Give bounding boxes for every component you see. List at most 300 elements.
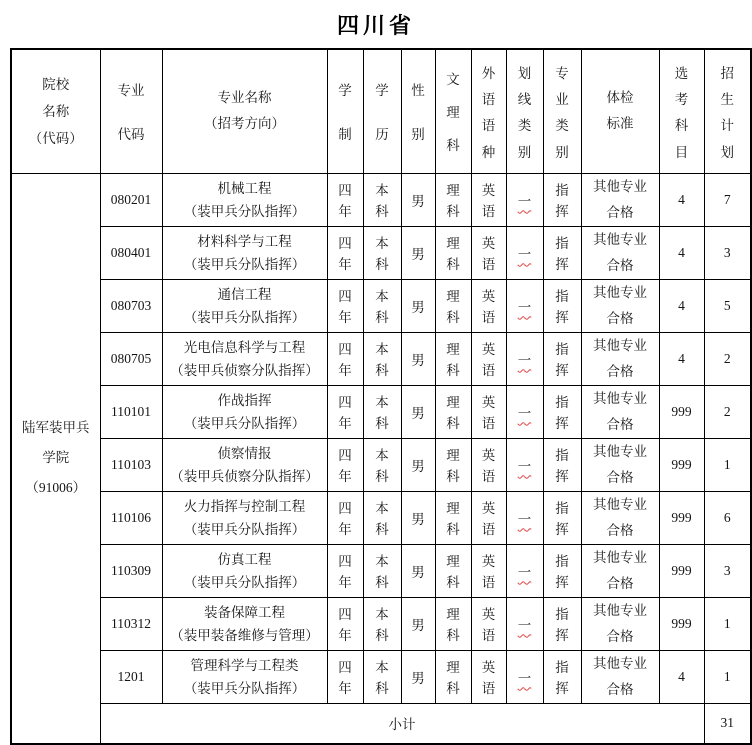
cell-years — [327, 332, 363, 385]
cell-medical-value — [582, 651, 659, 703]
char: 科 — [446, 256, 460, 272]
cell-code: 110103 — [100, 438, 162, 491]
char: 四 — [338, 554, 352, 570]
char: 历 — [375, 127, 389, 143]
cell-line — [506, 650, 543, 703]
char: 指 — [555, 660, 569, 676]
header-subjects-label — [660, 50, 704, 172]
header-institution — [11, 49, 100, 173]
cell-gender: 男 — [401, 385, 435, 438]
char: 英 — [481, 448, 496, 464]
major-name: 机械工程 — [217, 180, 272, 196]
cell-code: 080401 — [100, 226, 162, 279]
major-name-block — [163, 548, 327, 594]
cell-line — [506, 597, 543, 650]
cell-medical — [581, 597, 659, 650]
cell-code: 110101 — [100, 385, 162, 438]
char: 年 — [338, 256, 352, 272]
cell-category-value — [544, 442, 581, 488]
medical-line: 其他专业 — [593, 390, 647, 406]
char: 理 — [446, 501, 460, 517]
major-name: 管理科学与工程类 — [190, 657, 299, 673]
char: 本 — [375, 660, 389, 676]
cell-track — [435, 226, 471, 279]
cell-language — [471, 385, 506, 438]
char: 制 — [338, 127, 352, 143]
char: 英 — [481, 501, 496, 517]
char: 科 — [446, 574, 460, 590]
header-line: 专业 — [117, 83, 145, 99]
cell-plan: 6 — [704, 491, 751, 544]
cell-language — [471, 650, 506, 703]
header-line: 专业名称 — [217, 90, 272, 106]
char: 指 — [555, 554, 569, 570]
cell-language-value — [472, 548, 506, 594]
cell-language — [471, 597, 506, 650]
cell-language — [471, 173, 506, 226]
line-category-value: 一 — [517, 511, 532, 527]
line-category-value: 一 — [517, 564, 532, 580]
cell-language — [471, 438, 506, 491]
char: 本 — [375, 183, 389, 199]
cell-years-value — [328, 389, 363, 435]
header-degree-label — [364, 50, 401, 172]
cell-language-value — [472, 389, 506, 435]
char: 科 — [446, 627, 460, 643]
cell-category — [543, 279, 581, 332]
header-medical — [581, 49, 659, 173]
cell-track-value — [436, 495, 471, 541]
char: 年 — [338, 468, 352, 484]
cell-line — [506, 279, 543, 332]
header-years — [327, 49, 363, 173]
header-gender-label — [402, 50, 435, 172]
cell-subjects: 999 — [659, 491, 704, 544]
cell-category — [543, 438, 581, 491]
char: 学 — [375, 83, 389, 99]
char: 科 — [446, 468, 460, 484]
header-medical-label — [582, 85, 659, 137]
cell-language-value — [472, 336, 506, 382]
cell-track — [435, 438, 471, 491]
cell-subjects: 4 — [659, 650, 704, 703]
cell-language-value — [472, 442, 506, 488]
major-direction: （装甲兵分队指挥） — [183, 521, 306, 537]
medical-line: 合格 — [606, 681, 634, 697]
char: 业 — [555, 92, 569, 108]
char: 本 — [375, 501, 389, 517]
cell-years-value — [328, 283, 363, 329]
char: 四 — [338, 501, 352, 517]
char: 挥 — [555, 362, 569, 378]
cell-years — [327, 544, 363, 597]
medical-line: 合格 — [606, 628, 634, 644]
char: 语 — [481, 256, 496, 272]
char: 语 — [481, 680, 496, 696]
char: 四 — [338, 342, 352, 358]
major-name: 火力指挥与控制工程 — [183, 498, 306, 514]
char: 类 — [555, 118, 569, 134]
major-direction: （装甲兵侦察分队指挥） — [170, 362, 319, 378]
char: 指 — [555, 607, 569, 623]
char: 年 — [338, 415, 352, 431]
cell-medical-value — [582, 598, 659, 650]
header-line-label — [507, 50, 543, 172]
char: 科 — [375, 468, 389, 484]
char: 本 — [375, 342, 389, 358]
header-line: （招考方向） — [204, 116, 285, 132]
cell-track-value — [436, 283, 471, 329]
char: 四 — [338, 236, 352, 252]
char: 线 — [517, 92, 532, 108]
cell-category — [543, 544, 581, 597]
cell-track-value — [436, 548, 471, 594]
header-line — [506, 49, 543, 173]
char: 本 — [375, 448, 389, 464]
table-row — [11, 279, 751, 332]
cell-language — [471, 226, 506, 279]
cell-medical-value — [582, 492, 659, 544]
major-name-block — [163, 601, 327, 647]
header-years-label — [328, 50, 363, 172]
char: 年 — [338, 362, 352, 378]
medical-line: 合格 — [606, 469, 634, 485]
char: 语 — [481, 574, 496, 590]
char: 科 — [375, 680, 389, 696]
cell-track-value — [436, 442, 471, 488]
major-name-block — [163, 389, 327, 435]
char: 种 — [481, 144, 496, 160]
cell-medical — [581, 279, 659, 332]
char: 指 — [555, 289, 569, 305]
cell-medical — [581, 385, 659, 438]
char: 语 — [481, 118, 496, 134]
char: 科 — [674, 118, 689, 134]
cell-language-value — [472, 654, 506, 700]
char: 本 — [375, 607, 389, 623]
char: 英 — [481, 607, 496, 623]
cell-plan: 3 — [704, 544, 751, 597]
cell-category-value — [544, 230, 581, 276]
cell-medical-value — [582, 227, 659, 279]
header-line: 名称 — [42, 103, 70, 119]
char: 英 — [481, 554, 496, 570]
char: 本 — [375, 236, 389, 252]
table-row — [11, 385, 751, 438]
line-category-value: 一 — [517, 670, 532, 686]
char: 理 — [446, 342, 460, 358]
cell-gender: 男 — [401, 279, 435, 332]
char: 外 — [481, 65, 496, 81]
medical-line: 其他专业 — [593, 284, 647, 300]
char: 本 — [375, 289, 389, 305]
cell-gender: 男 — [401, 226, 435, 279]
cell-major — [162, 544, 327, 597]
cell-code: 080201 — [100, 173, 162, 226]
cell-track-value — [436, 336, 471, 382]
cell-plan: 3 — [704, 226, 751, 279]
char: 挥 — [555, 256, 569, 272]
table-row — [11, 332, 751, 385]
cell-line — [506, 173, 543, 226]
cell-degree — [363, 385, 401, 438]
char: 理 — [446, 607, 460, 623]
table-row — [11, 438, 751, 491]
line-category-value: 一 — [517, 352, 532, 368]
cell-years — [327, 650, 363, 703]
char: 科 — [446, 203, 460, 219]
major-name-block — [163, 495, 327, 541]
char: 理 — [446, 105, 460, 121]
cell-degree — [363, 438, 401, 491]
cell-gender: 男 — [401, 597, 435, 650]
cell-degree-value — [364, 601, 401, 647]
cell-degree — [363, 544, 401, 597]
major-direction: （装甲兵分队指挥） — [183, 574, 306, 590]
cell-subjects: 4 — [659, 226, 704, 279]
header-language — [471, 49, 506, 173]
char: 英 — [481, 395, 496, 411]
cell-track-value — [436, 654, 471, 700]
medical-line: 其他专业 — [593, 337, 647, 353]
cell-degree-value — [364, 283, 401, 329]
char: 类 — [517, 118, 532, 134]
char: 科 — [375, 521, 389, 537]
header-subjects — [659, 49, 704, 173]
cell-subjects: 999 — [659, 544, 704, 597]
char: 四 — [338, 607, 352, 623]
cell-years — [327, 438, 363, 491]
cell-line — [506, 226, 543, 279]
cell-medical — [581, 544, 659, 597]
line-category-value: 一 — [517, 246, 532, 262]
char: 语 — [481, 468, 496, 484]
char: 语 — [481, 627, 496, 643]
major-direction: （装甲兵分队指挥） — [183, 680, 306, 696]
char: 性 — [411, 83, 425, 99]
char: 理 — [446, 236, 460, 252]
major-name: 作战指挥 — [217, 392, 272, 408]
cell-major — [162, 597, 327, 650]
char: 划 — [517, 65, 532, 81]
header-line: （代码） — [28, 130, 83, 146]
char: 理 — [446, 448, 460, 464]
char: 选 — [674, 65, 689, 81]
cell-plan: 1 — [704, 650, 751, 703]
char: 语 — [481, 521, 496, 537]
medical-line: 合格 — [606, 204, 634, 220]
cell-plan: 7 — [704, 173, 751, 226]
cell-medical-value — [582, 333, 659, 385]
cell-major — [162, 438, 327, 491]
cell-track — [435, 279, 471, 332]
major-name-block — [163, 336, 327, 382]
char: 语 — [481, 415, 496, 431]
cell-medical — [581, 226, 659, 279]
cell-major — [162, 385, 327, 438]
cell-language — [471, 279, 506, 332]
char: 语 — [481, 309, 496, 325]
medical-line: 其他专业 — [593, 549, 647, 565]
header-gender — [401, 49, 435, 173]
major-name: 侦察情报 — [217, 445, 272, 461]
cell-category-value — [544, 283, 581, 329]
char: 挥 — [555, 309, 569, 325]
medical-line: 其他专业 — [593, 178, 647, 194]
cell-medical-value — [582, 386, 659, 438]
cell-language-value — [472, 283, 506, 329]
line-category-value: 一 — [517, 405, 532, 421]
char: 科 — [446, 521, 460, 537]
medical-line: 合格 — [606, 363, 634, 379]
char: 指 — [555, 183, 569, 199]
medical-line: 其他专业 — [593, 496, 647, 512]
cell-degree — [363, 332, 401, 385]
line-category-value: 一 — [517, 193, 532, 209]
cell-years — [327, 491, 363, 544]
page-title: 四川省 — [336, 13, 415, 38]
char: 四 — [338, 183, 352, 199]
char: 英 — [481, 236, 496, 252]
char: 目 — [674, 144, 689, 160]
header-track — [435, 49, 471, 173]
char: 专 — [555, 65, 569, 81]
cell-line — [506, 491, 543, 544]
char: 四 — [338, 448, 352, 464]
char: 语 — [481, 92, 496, 108]
medical-line: 其他专业 — [593, 655, 647, 671]
cell-plan: 5 — [704, 279, 751, 332]
char: 理 — [446, 395, 460, 411]
line-category-value: 一 — [517, 617, 532, 633]
admissions-table — [10, 48, 752, 745]
cell-years — [327, 226, 363, 279]
major-direction: （装甲兵分队指挥） — [183, 203, 306, 219]
cell-degree — [363, 491, 401, 544]
cell-medical — [581, 173, 659, 226]
cell-category-value — [544, 389, 581, 435]
char: 指 — [555, 501, 569, 517]
char: 科 — [446, 138, 460, 154]
cell-degree — [363, 279, 401, 332]
cell-subjects: 999 — [659, 385, 704, 438]
header-institution-label — [12, 71, 100, 152]
char: 别 — [411, 127, 425, 143]
major-direction: （装甲兵分队指挥） — [183, 309, 306, 325]
char: 理 — [446, 660, 460, 676]
char: 年 — [338, 521, 352, 537]
cell-medical-value — [582, 439, 659, 491]
cell-years-value — [328, 230, 363, 276]
cell-subjects: 999 — [659, 597, 704, 650]
institution-line: 学院 — [42, 450, 70, 466]
major-name-block — [163, 177, 327, 223]
medical-line: 其他专业 — [593, 231, 647, 247]
cell-plan: 1 — [704, 438, 751, 491]
char: 理 — [446, 554, 460, 570]
cell-years — [327, 597, 363, 650]
cell-subjects: 4 — [659, 332, 704, 385]
char: 生 — [720, 92, 734, 108]
cell-track-value — [436, 389, 471, 435]
cell-major — [162, 173, 327, 226]
cell-years-value — [328, 177, 363, 223]
cell-category — [543, 491, 581, 544]
header-track-label — [436, 50, 471, 172]
cell-language-value — [472, 601, 506, 647]
cell-medical-value — [582, 174, 659, 226]
cell-track-value — [436, 230, 471, 276]
cell-degree-value — [364, 177, 401, 223]
char: 指 — [555, 236, 569, 252]
char: 别 — [555, 144, 569, 160]
cell-code: 110312 — [100, 597, 162, 650]
cell-plan: 2 — [704, 385, 751, 438]
cell-gender: 男 — [401, 173, 435, 226]
major-direction: （装甲装备维修与管理） — [170, 627, 319, 643]
cell-degree — [363, 173, 401, 226]
cell-category — [543, 226, 581, 279]
char: 指 — [555, 395, 569, 411]
cell-track — [435, 385, 471, 438]
char: 英 — [481, 660, 496, 676]
table-row — [11, 544, 751, 597]
char: 年 — [338, 627, 352, 643]
cell-degree-value — [364, 548, 401, 594]
cell-line — [506, 332, 543, 385]
cell-medical — [581, 438, 659, 491]
cell-medical — [581, 650, 659, 703]
header-category-label — [544, 50, 581, 172]
cell-track — [435, 650, 471, 703]
char: 年 — [338, 203, 352, 219]
table-row — [11, 226, 751, 279]
char: 年 — [338, 309, 352, 325]
cell-degree — [363, 226, 401, 279]
char: 学 — [338, 83, 352, 99]
medical-line: 合格 — [606, 416, 634, 432]
cell-degree-value — [364, 442, 401, 488]
cell-years-value — [328, 601, 363, 647]
cell-track-value — [436, 601, 471, 647]
char: 英 — [481, 289, 496, 305]
cell-track — [435, 544, 471, 597]
cell-category — [543, 597, 581, 650]
header-major — [162, 49, 327, 173]
cell-category-value — [544, 177, 581, 223]
major-name-block — [163, 442, 327, 488]
char: 科 — [375, 415, 389, 431]
char: 年 — [338, 680, 352, 696]
medical-line: 其他专业 — [593, 602, 647, 618]
header-degree — [363, 49, 401, 173]
header-plan-label — [705, 50, 751, 172]
header-major-label — [163, 85, 327, 137]
cell-medical-value — [582, 280, 659, 332]
cell-code: 080705 — [100, 332, 162, 385]
header-line: 体检 — [606, 90, 634, 106]
cell-degree-value — [364, 336, 401, 382]
cell-category-value — [544, 336, 581, 382]
char: 科 — [375, 309, 389, 325]
major-name: 材料科学与工程 — [197, 233, 292, 249]
subtotal-row — [11, 703, 751, 744]
cell-category-value — [544, 601, 581, 647]
header-category — [543, 49, 581, 173]
major-name: 仿真工程 — [217, 551, 272, 567]
char: 科 — [375, 627, 389, 643]
cell-major — [162, 226, 327, 279]
